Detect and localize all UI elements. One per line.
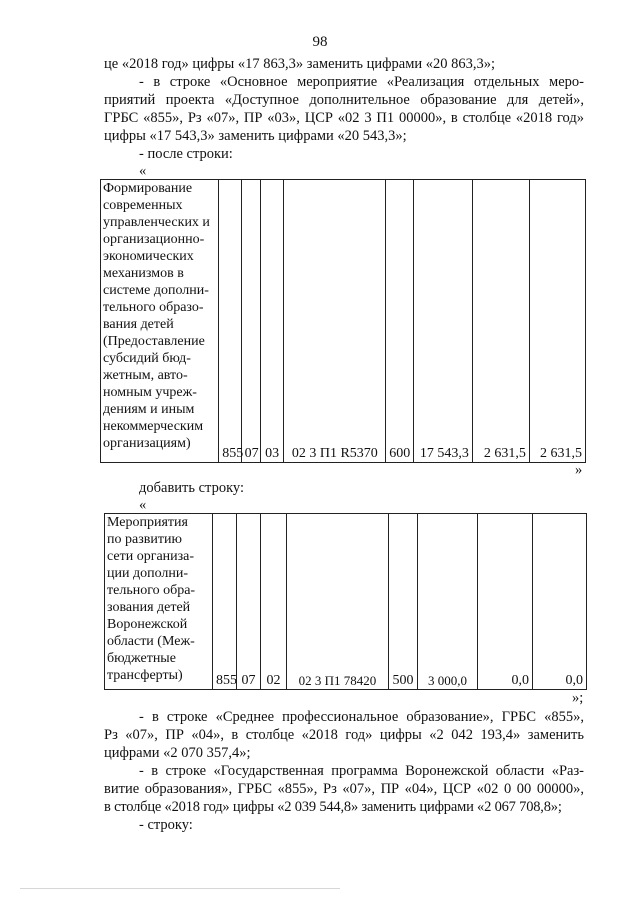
text-line: ГРБС «855», Рз «07», ПР «03», ЦСР «02 3 П1 00000», в столбце «2018 год» [104,110,584,126]
text-line: приятий проекта «Доступное дополнительное образование для детей», [104,92,584,108]
rz-cell: 07 [237,514,261,690]
add-row-label: добавить строку: [139,480,244,496]
amount-2020-cell: 2 631,5 [529,180,585,463]
open-quote: « [139,163,147,179]
text-line: це «2018 год» цифры «17 863,3» заменить цифрами «20 863,3»; [104,56,496,72]
csr-cell: 02 3 П1 R5370 [284,180,386,463]
pr-cell: 03 [260,180,283,463]
amount-2019-cell: 0,0 [478,514,533,690]
text-line: в столбце «2018 год» цифры «2 039 544,8» заменить цифрами «2 067 708,8»; [104,799,562,815]
final-label: - строку: [139,817,193,833]
row-name-line: системе дополни- [103,283,209,298]
close-quote-semicolon: »; [572,690,584,706]
row-name-line: Формирование [103,181,193,196]
grbs-cell: 855 [213,514,237,690]
budget-table-existing-row [100,179,586,463]
row-name-line: дениям и иным [103,402,195,417]
row-name-line: организациям) [103,436,191,451]
text-line: - в строке «Основное мероприятие «Реализация отдельных меро- [139,74,584,90]
amount-2020-cell: 0,0 [533,514,587,690]
csr-cell: 02 3 П1 78420 [287,514,389,690]
after-row-label: - после строки: [139,146,233,162]
text-line: цифры «17 543,3» заменить цифрами «20 543,3»; [104,128,407,144]
rz-cell: 07 [241,180,260,463]
row-name-line: механизмов в [103,266,184,281]
amount-2019-cell: 2 631,5 [472,180,529,463]
row-name-line: субсидий бюд- [103,351,191,366]
text-line: - в строке «Государственная программа Воронежской области «Раз- [139,763,584,779]
text-line: Рз «07», ПР «04», в столбце «2018 год» цифры «2 042 193,4» заменить [104,727,584,743]
page-number: 98 [312,34,328,50]
vr-cell: 500 [389,514,418,690]
row-name-line: по развитию [107,532,182,547]
open-quote: « [139,497,147,513]
row-name-line: некоммерческим [103,419,204,434]
pr-cell: 02 [261,514,287,690]
row-name-line: бюджетные [107,651,176,666]
close-quote: » [575,462,583,478]
row-name-line: (Предоставление [103,334,205,349]
row-name-line: области (Меж- [107,634,195,649]
row-name-cell [101,180,219,463]
row-name-line: Воронежской [107,617,188,632]
row-name-line: зования детей [107,600,191,615]
amount-2018-cell: 17 543,3 [413,180,472,463]
scan-artifact-line [20,888,340,889]
budget-table-new-row [104,513,587,690]
text-line: - в строке «Среднее профессиональное образование», ГРБС «855», [139,709,584,725]
row-name-line: современных [103,198,183,213]
grbs-cell: 855 [219,180,241,463]
table-row [105,514,587,690]
text-line: витие образования», ГРБС «855», Рз «07», ПР «04», ЦСР «02 0 00 00000», [104,781,584,797]
amount-2018-cell: 3 000,0 [418,514,478,690]
row-name-line: организационно- [103,232,205,247]
table-row [101,180,586,463]
row-name-line: сети организа- [107,549,195,564]
row-name-line: ции дополни- [107,566,189,581]
row-name-line: жетным, авто- [103,368,188,383]
row-name-cell [105,514,213,690]
row-name-line: экономических [103,249,194,264]
row-name-line: тельного обра- [107,583,196,598]
row-name-line: трансферты) [107,668,183,683]
row-name-line: тельного образо- [103,300,204,315]
row-name-line: номным учреж- [103,385,197,400]
vr-cell: 600 [386,180,414,463]
row-name-line: управленческих и [103,215,210,230]
text-line: цифрами «2 070 357,4»; [104,745,251,761]
row-name-line: Мероприятия [107,515,188,530]
row-name-line: вания детей [103,317,174,332]
